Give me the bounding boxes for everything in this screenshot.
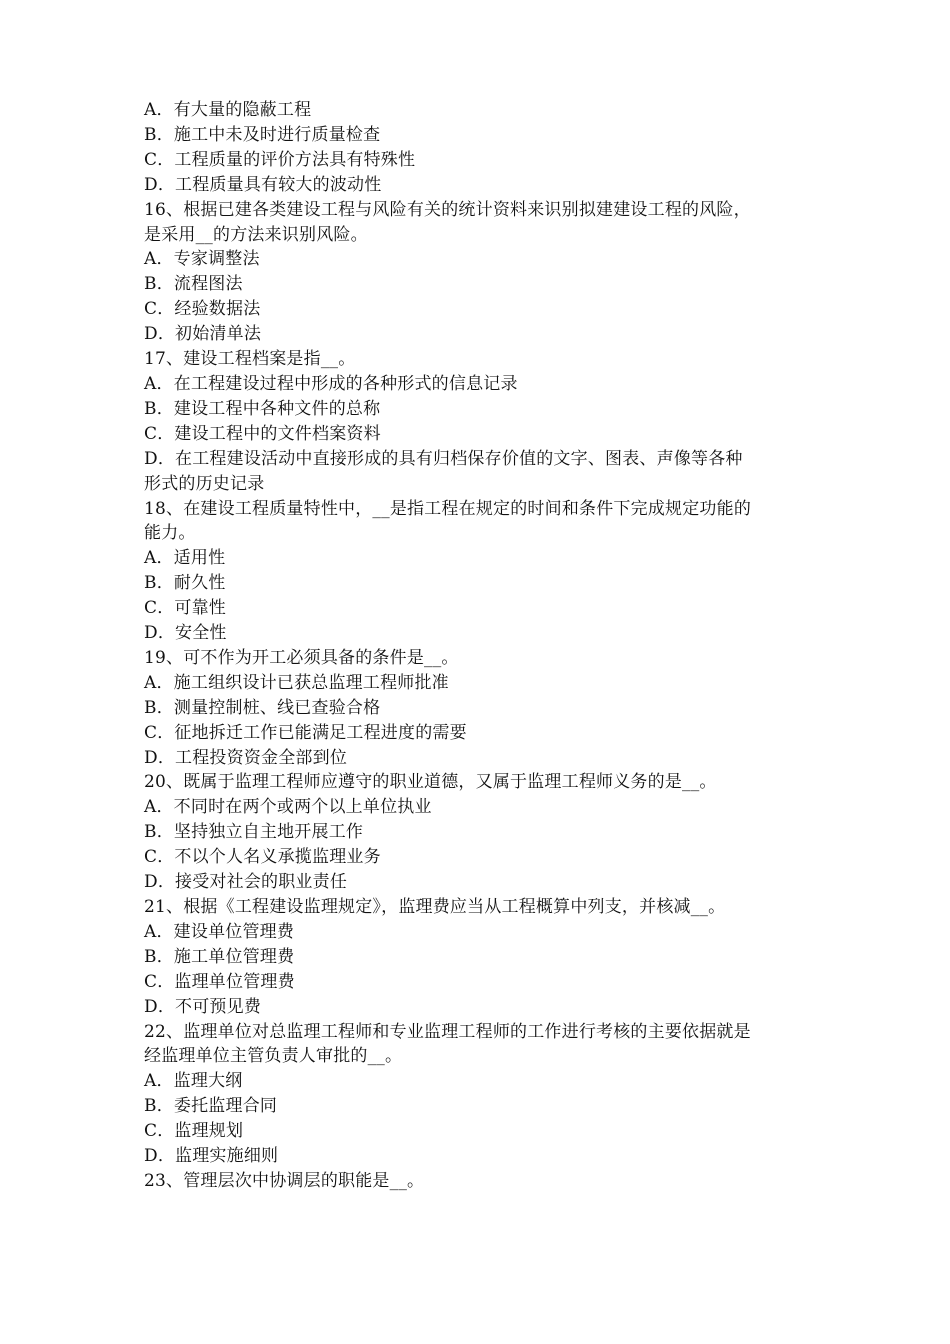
document-page <box>144 98 814 1194</box>
option-line: C．不以个人名义承揽监理业务 <box>144 847 381 868</box>
option-line: A．建设单位管理费 <box>144 921 295 942</box>
option-line: D．初始清单法 <box>144 324 262 345</box>
option-line: A．专家调整法 <box>144 249 260 270</box>
option-line: D．不可预见费 <box>144 996 262 1017</box>
option-line: D．在工程建设活动中直接形成的具有归档保存价值的文字、图表、声像等各种 <box>144 448 743 469</box>
option-line: 形式的历史记录 <box>144 473 265 494</box>
text-line: B．施工中未及时进行质量检查 <box>144 124 381 145</box>
option-line: B．流程图法 <box>144 274 243 295</box>
option-line: B．测量控制桩、线已查验合格 <box>144 697 381 718</box>
option-line: B．委托监理合同 <box>144 1096 278 1117</box>
option-line: C．监理单位管理费 <box>144 971 295 992</box>
question-line: 23、管理层次中协调层的职能是__。 <box>144 1170 425 1191</box>
question-line: 能力。 <box>144 523 196 544</box>
option-line: C．可靠性 <box>144 598 227 619</box>
question-line: 21、根据《工程建设监理规定》，监理费应当从工程概算中列支，并核减__。 <box>144 897 726 917</box>
option-line: C．经验数据法 <box>144 299 261 320</box>
text-line: A．有大量的隐蔽工程 <box>144 100 312 120</box>
option-line: B．坚持独立自主地开展工作 <box>144 822 364 843</box>
option-line: A．不同时在两个或两个以上单位执业 <box>144 797 432 818</box>
option-line: C．建设工程中的文件档案资料 <box>144 423 381 444</box>
option-line: C．征地拆迁工作已能满足工程进度的需要 <box>144 722 467 743</box>
option-line: A．适用性 <box>144 548 226 569</box>
option-line: D．安全性 <box>144 623 227 644</box>
option-line: B．耐久性 <box>144 573 226 594</box>
option-line: D．接受对社会的职业责任 <box>144 872 348 893</box>
question-line: 是采用__的方法来识别风险。 <box>144 224 368 245</box>
option-line: D．监理实施细则 <box>144 1146 279 1167</box>
option-line: A．在工程建设过程中形成的各种形式的信息记录 <box>144 373 518 394</box>
question-line: 22、监理单位对总监理工程师和专业监理工程师的工作进行考核的主要依据就是 <box>144 1021 751 1042</box>
option-line: B．建设工程中各种文件的总称 <box>144 398 381 419</box>
question-line: 16、根据已建各类建设工程与风险有关的统计资料来识别拟建建设工程的风险， <box>144 199 751 220</box>
text-line: C．工程质量的评价方法具有特殊性 <box>144 149 416 170</box>
question-line: 经监理单位主管负责人审批的__。 <box>144 1046 403 1067</box>
question-line: 17、建设工程档案是指__。 <box>144 349 356 370</box>
option-line: A．施工组织设计已获总监理工程师批准 <box>144 672 449 693</box>
question-line: 19、可不作为开工必须具备的条件是__。 <box>144 647 459 668</box>
option-line: B．施工单位管理费 <box>144 946 295 967</box>
text-line: D．工程质量具有较大的波动性 <box>144 174 382 195</box>
option-line: A．监理大纲 <box>144 1071 243 1092</box>
question-line: 20、既属于监理工程师应遵守的职业道德，又属于监理工程师义务的是__。 <box>144 772 717 793</box>
option-line: D．工程投资资金全部到位 <box>144 747 348 768</box>
option-line: C．监理规划 <box>144 1121 244 1142</box>
question-line: 18、在建设工程质量特性中，__是指工程在规定的时间和条件下完成规定功能的 <box>144 498 752 519</box>
